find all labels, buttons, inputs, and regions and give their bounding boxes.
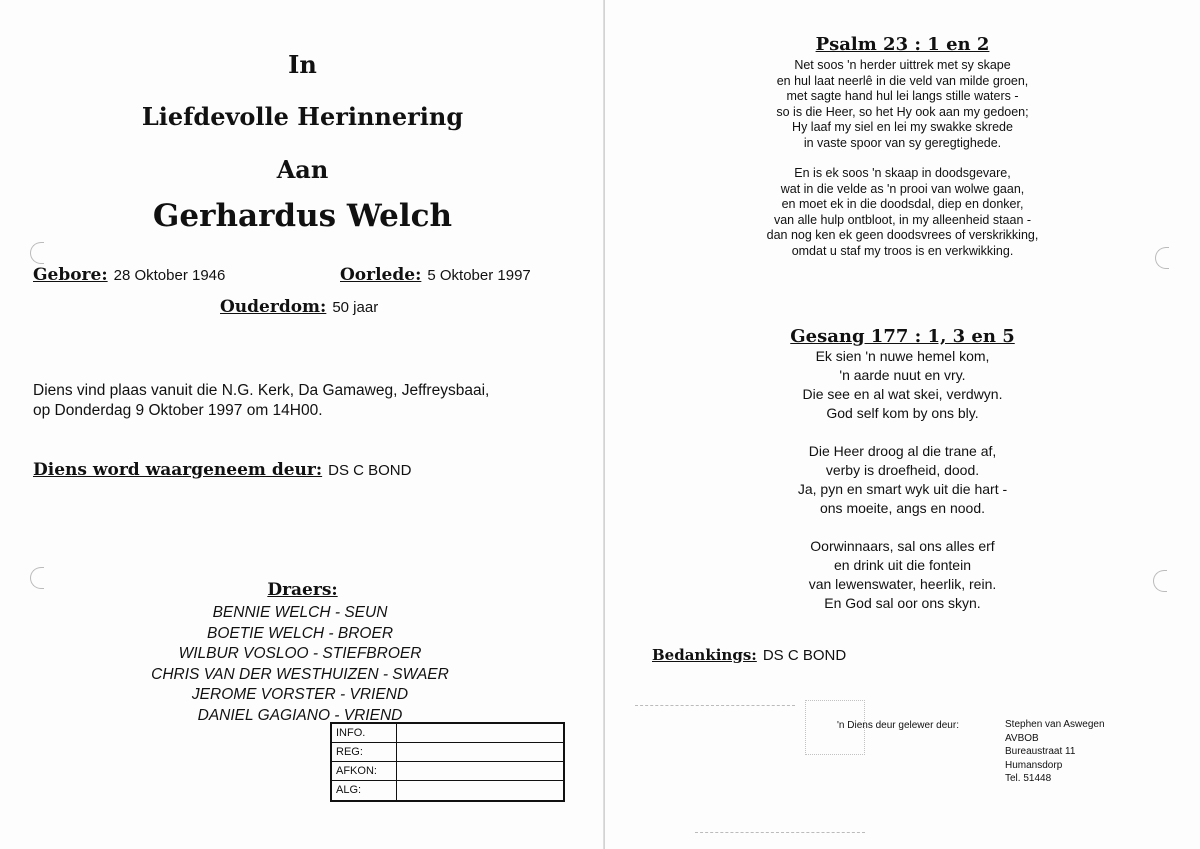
title-line-1: In [288,50,317,79]
psalm-line: met sagte hand hul lei langs stille waters - [786,89,1019,103]
age-label: Ouderdom: [220,297,327,317]
punch-hole-mark [1155,247,1169,269]
stamp-label: INFO. [332,724,397,742]
thanks-name: DS C BOND [762,647,847,664]
bearers-list [100,603,500,726]
bearer-name: BOETIE WELCH - BROER [206,624,394,642]
hymn-line: 'n aarde nuut en vry. [839,367,966,383]
title-line-3: Aan [276,155,329,184]
right-page [605,0,1200,849]
psalm-line: en moet ek in die doodsdal, diep en donker, [781,197,1024,211]
hymn-line: en drink uit die fontein [834,557,971,573]
bearer-name: DANIEL GAGIANO - VRIEND [197,706,403,724]
officiant-label: Diens word waargeneem deur: [33,460,323,480]
psalm-text [605,58,1200,259]
psalm-line: so is die Heer, so het Hy ook aan my gedoen; [776,104,1029,119]
stamp-row [332,781,563,800]
hymn-line: Die see en al wat skei, verdwyn. [802,386,1003,402]
hymn-line: En God sal oor ons skyn. [824,595,981,611]
undertaker-line: Bureaustraat 11 [1005,746,1076,757]
registry-stamp [330,722,565,802]
service-line: Diens vind plaas vanuit die N.G. Kerk, Da Gamaweg, Jeffreysbaai, [33,382,490,399]
birth-date-row [33,265,225,285]
undertaker-line: Stephen van Aswegen [1005,719,1105,730]
psalm-line: in vaste spoor van sy geregtighede. [803,135,1002,150]
psalm-heading: Psalm 23 : 1 en 2 [815,34,990,55]
bearer-name: CHRIS VAN DER WESTHUIZEN - SWAER [151,665,449,683]
bearer-name: JEROME VORSTER - VRIEND [191,686,409,703]
psalm-line: dan nog ken ek geen doodsvrees of verskrikking, [766,228,1039,242]
stamp-label: REG: [332,743,397,761]
death-date: 5 Oktober 1997 [427,267,531,284]
hymn-line: Oorwinnaars, sal ons alles erf [810,538,995,554]
hymn-line: Die Heer droog al die trane af, [808,443,997,459]
undertaker-label: 'n Diens deur gelewer deur: [837,720,959,731]
hymn-line: van lewenswater, heerlik, rein. [808,576,997,592]
undertaker-line: Humansdorp [1005,759,1063,771]
officiant-row [33,460,411,480]
stamp-label: AFKON: [332,762,397,780]
psalm-line: Hy laaf my siel en lei my swakke skrede [792,120,1013,134]
psalm-line: wat in die velde as 'n prooi van wolwe gaan, [780,181,1025,196]
undertaker-line: Tel. 51448 [1005,773,1052,784]
thanks-row [652,646,846,664]
bearers-heading: Draers: [267,580,338,600]
age-row [220,297,378,317]
title-line-2: Liefdevolle Herinnering [141,102,464,131]
stamp-row [332,743,563,762]
thanks-label: Bedankings: [652,646,757,664]
hymn-line: Ja, pyn en smart wyk uit die hart - [797,481,1008,497]
stamp-label: ALG: [332,781,397,800]
death-date-row [340,265,531,285]
hymn-line: Ek sien 'n nuwe hemel kom, [815,348,990,364]
hymn-text [605,347,1200,613]
punch-hole-mark [30,242,44,264]
psalm-line: van alle hulp ontbloot, in my alleenheid staan - [773,212,1032,227]
hymn-line: God self kom by ons bly. [826,405,979,421]
stamp-row [332,762,563,781]
bearer-name: WILBUR VOSLOO - STIEFBROER [178,645,422,662]
hymn-line: verby is droefheid, dood. [825,462,980,478]
psalm-line: omdat u staf my troos is en verkwikking. [791,243,1014,258]
stamp-row [332,724,563,743]
birth-label: Gebore: [33,265,108,285]
psalm-line: en hul laat neerlê in die veld van milde groen, [776,73,1029,88]
bearer-name: BENNIE WELCH - SEUN [212,604,388,621]
psalm-line: En is ek soos 'n skaap in doodsgevare, [794,166,1011,180]
faint-dash-mark [695,832,865,833]
faint-dash-mark [635,705,795,706]
psalm-line: Net soos 'n herder uittrek met sy skape [794,58,1011,72]
undertaker-line: AVBOB [1005,732,1039,744]
hymn-line: ons moeite, angs en nood. [819,500,985,516]
service-details [33,381,581,421]
deceased-name: Gerhardus Welch [152,198,453,234]
undertaker-details [1005,718,1105,786]
death-label: Oorlede: [340,265,422,285]
service-line: op Donderdag 9 Oktober 1997 om 14H00. [33,402,323,419]
officiant-name: DS C BOND [328,462,412,479]
birth-date: 28 Oktober 1946 [113,267,226,284]
age-value: 50 jaar [332,299,379,316]
hymn-heading: Gesang 177 : 1, 3 en 5 [790,326,1015,347]
